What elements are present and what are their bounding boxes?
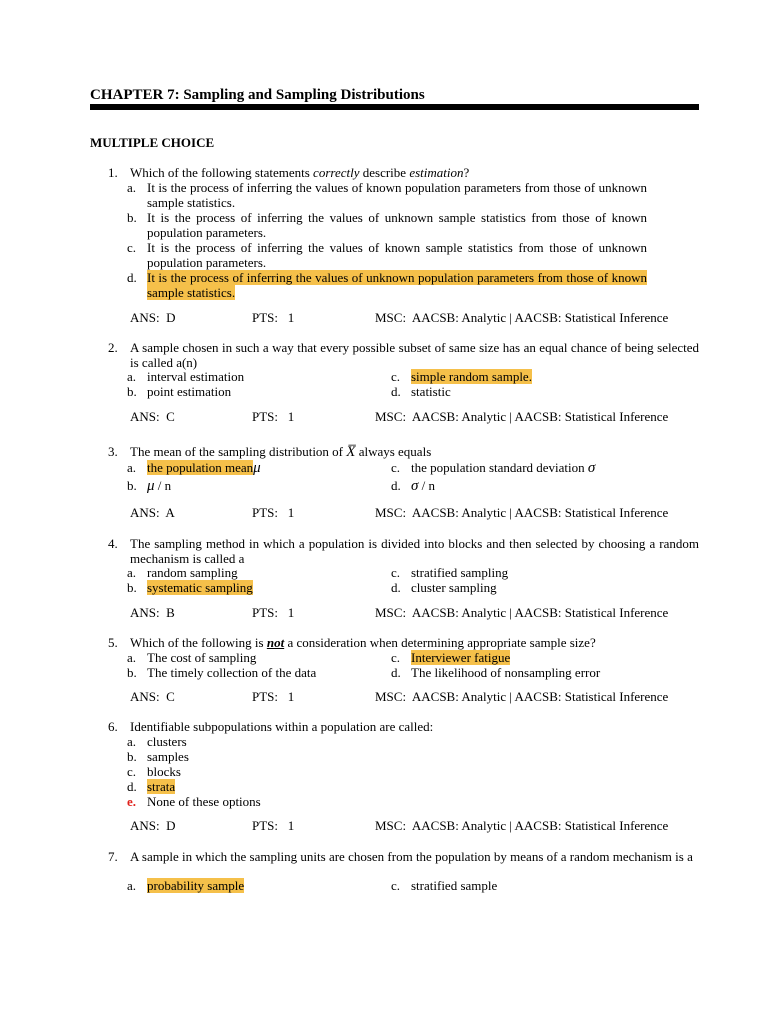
- question-number: 1.: [108, 165, 118, 180]
- points-line: PTS: 1: [252, 409, 295, 424]
- msc-line: MSC: AACSB: Analytic | AACSB: Statistical Inference: [375, 310, 669, 325]
- points-line: PTS: 1: [252, 818, 295, 833]
- question-number: 3.: [108, 444, 118, 459]
- question-number: 7.: [108, 849, 118, 864]
- mu-symbol: μ: [147, 478, 155, 494]
- question-text: Which of the following statements correctly describe estimation?: [130, 165, 470, 180]
- section-title: MULTIPLE CHOICE: [90, 135, 215, 150]
- title-rule: [90, 104, 699, 110]
- sigma-symbol: σ: [587, 460, 596, 476]
- msc-line: MSC: AACSB: Analytic | AACSB: Statistical Inference: [375, 605, 669, 620]
- points-line: PTS: 1: [252, 605, 295, 620]
- question-number: 4.: [108, 536, 118, 551]
- question-number: 5.: [108, 635, 118, 650]
- question-text: A sample chosen in such a way that every possible subset of same size has an equal chance of being selected is called a(n): [130, 340, 699, 370]
- msc-line: MSC: AACSB: Analytic | AACSB: Statistical Inference: [375, 505, 669, 520]
- answer-line: ANS: D: [130, 310, 176, 325]
- question-text: Identifiable subpopulations within a population are called:: [130, 719, 434, 734]
- question-number: 6.: [108, 719, 118, 734]
- points-line: PTS: 1: [252, 310, 295, 325]
- sigma-symbol: σ: [411, 478, 419, 494]
- document-page: CHAPTER 7: Sampling and Sampling Distributions MULTIPLE CHOICE 1. Which of the following statements correctly describe estimation? a. It is the process of inferring the values of known population parameters from those of unknown sample statistics. b. It is the process of inferring the values of unknown sample statistics from those of known population parameters. c. It is the process of inferring the values of known sample statistics from those of unknown population parameters. d. It is the process of inferring the values of unknown population parameters from those of known sample statistics. ANS: D PTS: 1 MSC: AACSB: Analytic | AACSB: Statistical Inference 2. A sample chosen in such a way that every possible subset of same size has an equal chance of being selected is called a(n) a. interval estimation b. point estimation c. simple random sample. d. statistic ANS: C PTS: 1 MSC: AACSB: Analytic | AACSB: Statistical Inference 3. The mean of the sampling distribution of X̅ always equals a. the population meanμ b. μ / n c. the population standard deviation σ d. σ / n ANS: A PTS: 1 MSC: AACSB: Analytic | AACSB: Statistical Inference 4. The sampling method in which a population is divided into blocks and then selected by choosing a random mechanism is called a a. random sampling b. systematic sampling c. stratified sampling d. cluster sampling ANS: B PTS: 1 MSC: AACSB: Analytic | AACSB: Statistical Inference 5. Which of the following is not a consideration when determining appropriate sample size? a. The cost of sampling b. The timely collection of the data c. Interviewer fatigue d. The likelihood of nonsampling error ANS: C PTS: 1 MSC: AACSB: Analytic | AACSB: Statistical Inference 6. Identifiable subpopulations within a population are called: a. clusters b. samples c. blocks d. strata e. None of these options ANS: D PTS: 1 MSC: AACSB: Analytic | AACSB: Statistical Inference 7. A sample in which the sampling units are chosen from the population by means of a random mechanism is a a. probability sample c. stratified sample: [90, 87, 699, 893]
- answer-line: ANS: C: [130, 689, 175, 704]
- msc-line: MSC: AACSB: Analytic | AACSB: Statistical Inference: [375, 818, 669, 833]
- msc-line: MSC: AACSB: Analytic | AACSB: Statistical Inference: [375, 409, 669, 424]
- answer-line: ANS: C: [130, 409, 175, 424]
- mu-symbol: μ: [253, 460, 261, 476]
- question-text: The mean of the sampling distribution of X̅ always equals: [130, 444, 432, 460]
- red-option-letter: e.: [127, 794, 137, 809]
- question-text: Which of the following is not a consideration when determining appropriate sample size?: [130, 635, 596, 650]
- answer-line: ANS: B: [130, 605, 175, 620]
- x-bar-symbol: X̅: [346, 444, 356, 460]
- question-text: The sampling method in which a population is divided into blocks and then selected by choosing a random mechanism is called a: [130, 536, 699, 566]
- msc-line: MSC: AACSB: Analytic | AACSB: Statistical Inference: [375, 689, 669, 704]
- answer-line: ANS: A: [130, 505, 175, 520]
- points-line: PTS: 1: [252, 689, 295, 704]
- question-number: 2.: [108, 340, 118, 355]
- question-text: A sample in which the sampling units are chosen from the population by means of a random mechanism is a: [130, 849, 693, 864]
- points-line: PTS: 1: [252, 505, 295, 520]
- answer-line: ANS: D: [130, 818, 176, 833]
- chapter-title: CHAPTER 7: Sampling and Sampling Distributions: [90, 87, 425, 103]
